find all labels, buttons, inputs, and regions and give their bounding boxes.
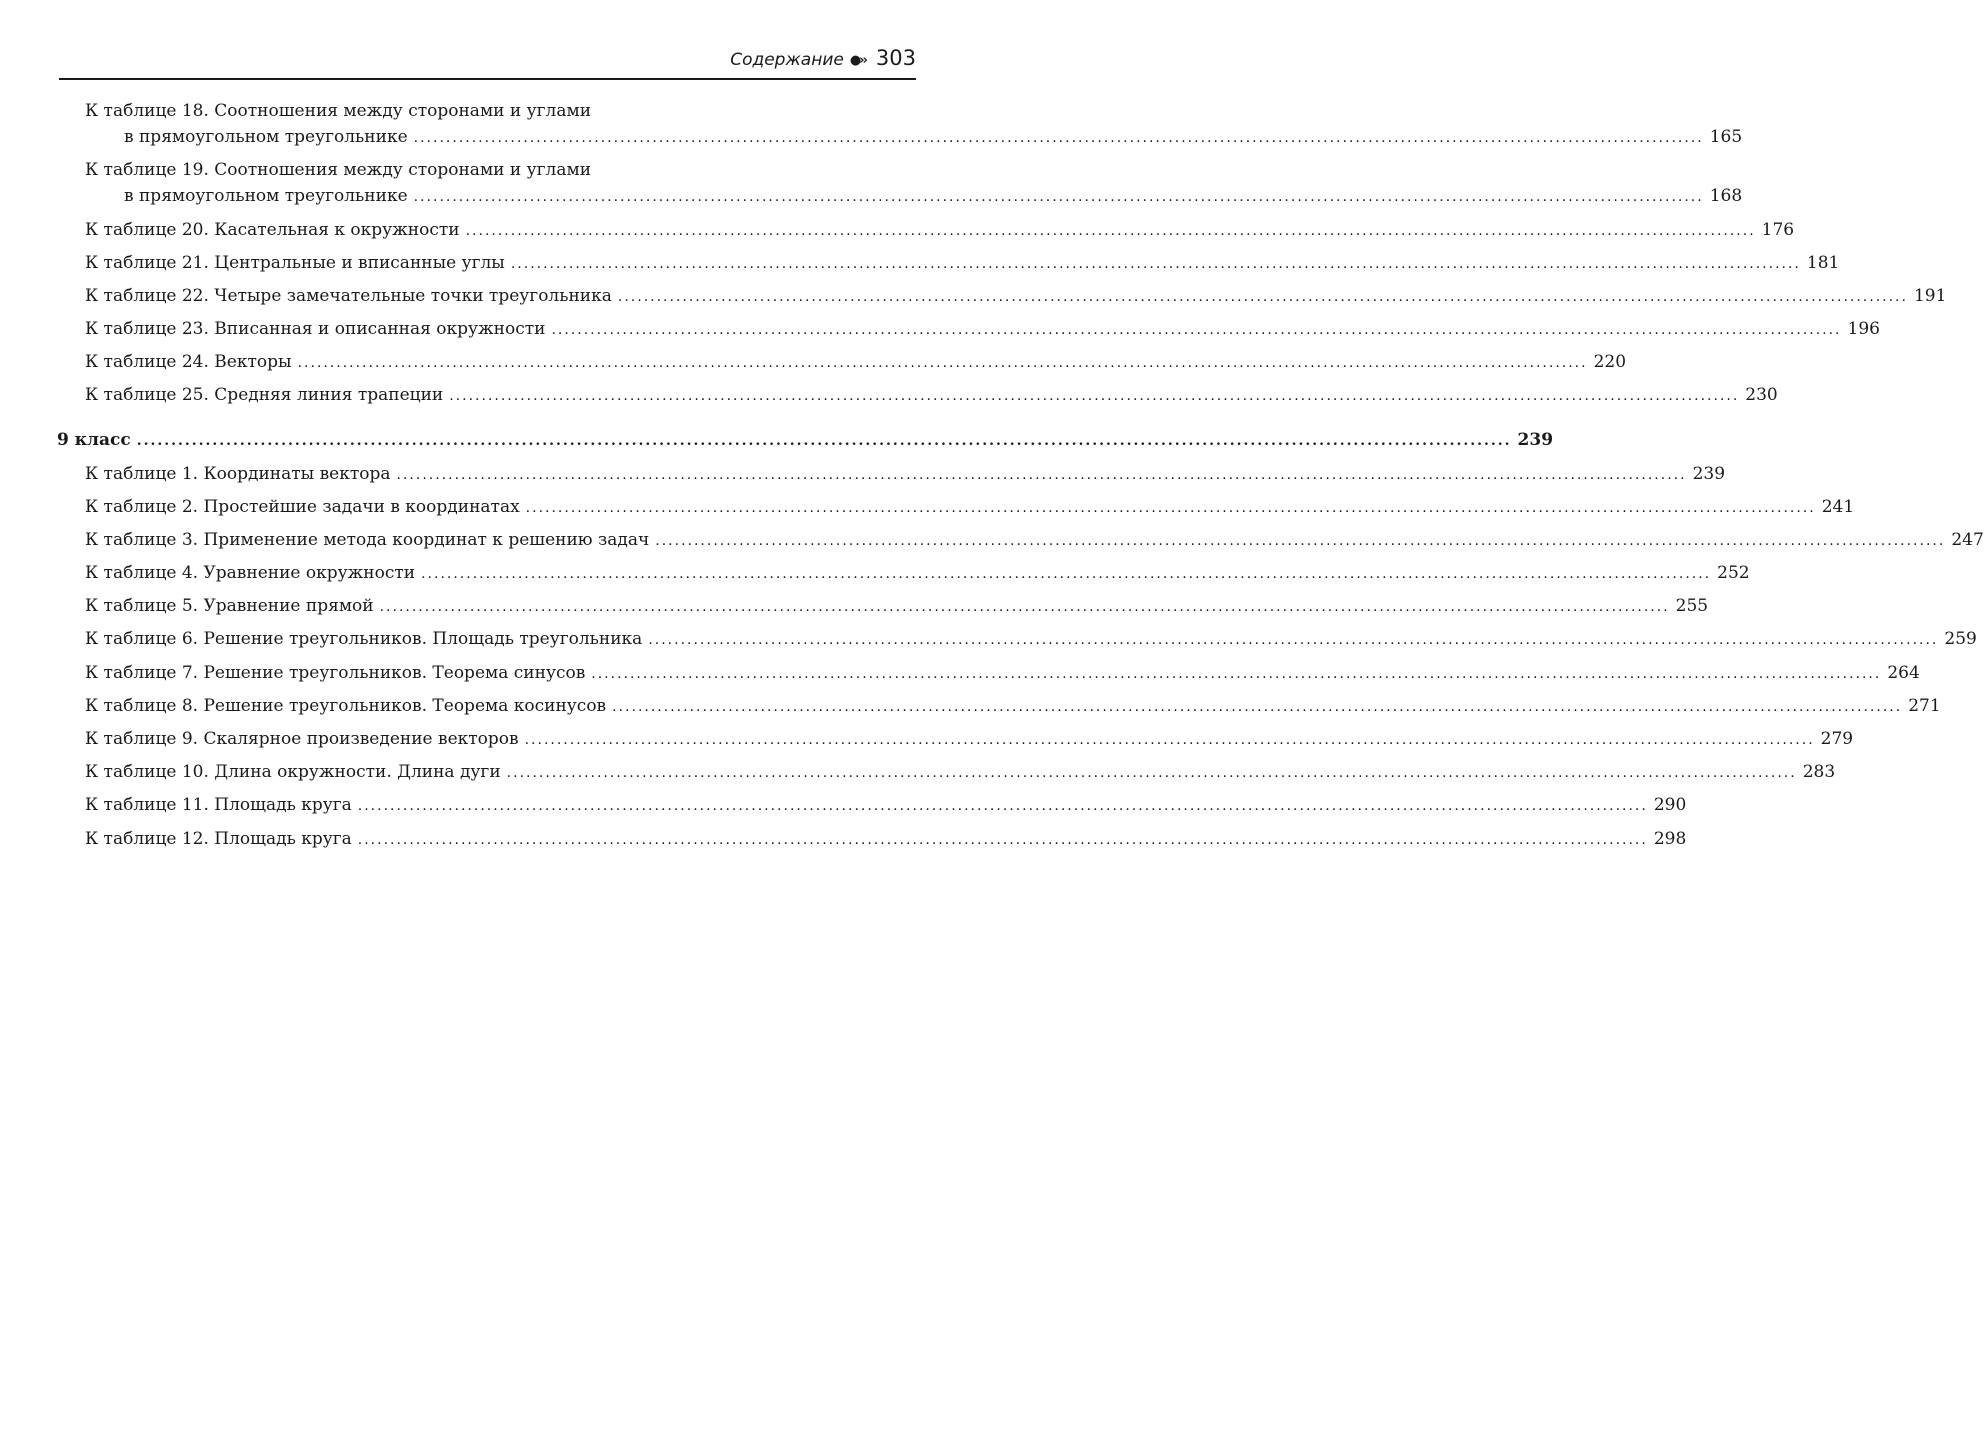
- toc-entry-title: К таблице 4. Уравнение окружности: [85, 563, 416, 583]
- toc-entry-page: 181: [1806, 253, 1840, 273]
- toc-entry-title: К таблице 21. Центральные и вписанные углы: [85, 253, 505, 273]
- toc-entry-title: К таблице 1. Координаты вектора: [85, 464, 391, 484]
- dot-leader: ........................................................................................................................................................................................................: [357, 798, 1648, 814]
- toc-entry-title: в прямоугольном треугольнике: [124, 186, 408, 206]
- toc-entry-title: К таблице 2. Простейшие задачи в координатах: [85, 497, 520, 517]
- toc-entry-line1: К таблице 18. Соотношения между сторонами и углами: [85, 101, 592, 121]
- toc-entry[interactable]: [85, 283, 1947, 309]
- toc-entry-page: 239: [1692, 464, 1726, 484]
- dot-leader: ........................................................................................................................................................................................................: [591, 666, 1882, 682]
- toc-entry-title: К таблице 23. Вписанная и описанная окружности: [85, 319, 546, 339]
- toc-entry-page: 165: [1709, 127, 1743, 147]
- dot-leader: ........................................................................................................................................................................................................: [617, 289, 1908, 305]
- toc-entry-title: К таблице 7. Решение треугольников. Теорема синусов: [85, 663, 586, 683]
- toc-entry-page: 271: [1908, 696, 1941, 716]
- toc-entry[interactable]: [124, 124, 1743, 150]
- toc-entry-page: 196: [1847, 319, 1880, 339]
- dot-leader: ........................................................................................................................................................................................................: [413, 189, 1704, 205]
- dot-leader: ........................................................................................................................................................................................................: [612, 699, 1903, 715]
- toc-entry-title: К таблице 11. Площадь круга: [85, 795, 352, 815]
- toc-entry-page: 230: [1745, 385, 1778, 405]
- toc-entry-title: К таблице 10. Длина окружности. Длина дуги: [85, 762, 501, 782]
- dot-leader: ........................................................................................................................................................................................................: [465, 223, 1756, 239]
- toc-entry-page: 279: [1820, 729, 1854, 749]
- dot-leader: ........................................................................................................................................................................................................: [379, 599, 1670, 615]
- toc-entry[interactable]: [85, 792, 1687, 818]
- dot-leader: ........................................................................................................................................................................................................: [421, 566, 1712, 582]
- toc-entry-line1: К таблице 19. Соотношения между сторонами и углами: [85, 160, 592, 180]
- toc-entry-title: К таблице 20. Касательная к окружности: [85, 220, 460, 240]
- dot-leader: ........................................................................................................................................................................................................: [396, 467, 1687, 483]
- toc-entry-page: 191: [1913, 286, 1947, 306]
- dot-leader: ........................................................................................................................................................................................................: [551, 322, 1842, 338]
- toc-entry[interactable]: [85, 461, 1726, 487]
- toc-entry[interactable]: [85, 349, 1627, 375]
- toc-entry-page: 290: [1653, 795, 1687, 815]
- toc-entry-title: в прямоугольном треугольнике: [124, 127, 408, 147]
- toc-entry[interactable]: [85, 759, 1836, 785]
- toc-entry[interactable]: [85, 660, 1920, 686]
- toc-entry[interactable]: [124, 183, 1743, 209]
- toc-entry-page: 241: [1821, 497, 1855, 517]
- toc-section[interactable]: [57, 427, 1554, 453]
- toc-entry-title: К таблице 3. Применение метода координат к решению задач: [85, 530, 650, 550]
- dot-leader: ........................................................................................................................................................................................................: [524, 732, 1815, 748]
- toc-entry-page: 255: [1675, 596, 1709, 616]
- toc-entry-title: К таблице 6. Решение треугольников. Площадь треугольника: [85, 629, 643, 649]
- toc-entry[interactable]: [85, 217, 1795, 243]
- toc-section-title: 9 класс: [57, 430, 131, 450]
- toc-entry-page: 264: [1887, 663, 1920, 683]
- toc-entry[interactable]: [85, 316, 1880, 342]
- toc-entry-page: 259: [1944, 629, 1977, 649]
- page-number: 303: [875, 46, 916, 70]
- toc-entry[interactable]: [85, 250, 1840, 276]
- toc-entry-title: К таблице 9. Скалярное произведение векторов: [85, 729, 519, 749]
- toc-entry[interactable]: [85, 494, 1855, 520]
- toc-entry-title: К таблице 8. Решение треугольников. Теорема косинусов: [85, 696, 607, 716]
- toc-entry-title: К таблице 12. Площадь круга: [85, 829, 352, 849]
- dot-leader: ........................................................................................................................................................................................................: [413, 130, 1704, 146]
- dot-leader: ........................................................................................................................................................................................................: [297, 355, 1588, 371]
- bullet-arrows-icon: ●››: [849, 53, 866, 68]
- toc-entry-page: 220: [1593, 352, 1627, 372]
- toc-entry-page: 247: [1951, 530, 1984, 550]
- running-head-title: Содержание: [730, 50, 844, 70]
- toc-entry[interactable]: [85, 593, 1709, 619]
- toc-entry[interactable]: [85, 527, 1984, 553]
- toc-entry-title: К таблице 25. Средняя линия трапеции: [85, 385, 444, 405]
- toc-entry-page: 283: [1802, 762, 1836, 782]
- toc-entry[interactable]: [85, 626, 1977, 652]
- dot-leader: ........................................................................................................................................................................................................: [449, 388, 1740, 404]
- toc-entry-page: 298: [1653, 829, 1687, 849]
- toc-entry[interactable]: [85, 826, 1687, 852]
- toc-entry-page: 252: [1717, 563, 1750, 583]
- toc-entry-page: 168: [1709, 186, 1743, 206]
- dot-leader: ........................................................................................................................................................................................................: [136, 433, 1512, 449]
- toc-entry-title: К таблице 24. Векторы: [85, 352, 292, 372]
- toc-entry[interactable]: [85, 560, 1750, 586]
- toc-entry-page: 176: [1761, 220, 1795, 240]
- dot-leader: ........................................................................................................................................................................................................: [655, 533, 1946, 549]
- dot-leader: ........................................................................................................................................................................................................: [648, 632, 1939, 648]
- dot-leader: ........................................................................................................................................................................................................: [357, 832, 1648, 848]
- toc-entry-title: К таблице 5. Уравнение прямой: [85, 596, 374, 616]
- dot-leader: ........................................................................................................................................................................................................: [506, 765, 1797, 781]
- toc-entry-title: К таблице 22. Четыре замечательные точки треугольника: [85, 286, 612, 306]
- dot-leader: ........................................................................................................................................................................................................: [510, 256, 1801, 272]
- toc-entry[interactable]: [85, 382, 1778, 408]
- toc-entry[interactable]: [85, 693, 1941, 719]
- toc-section-page: 239: [1517, 430, 1554, 450]
- dot-leader: ........................................................................................................................................................................................................: [525, 500, 1816, 516]
- toc-entry[interactable]: [85, 726, 1854, 752]
